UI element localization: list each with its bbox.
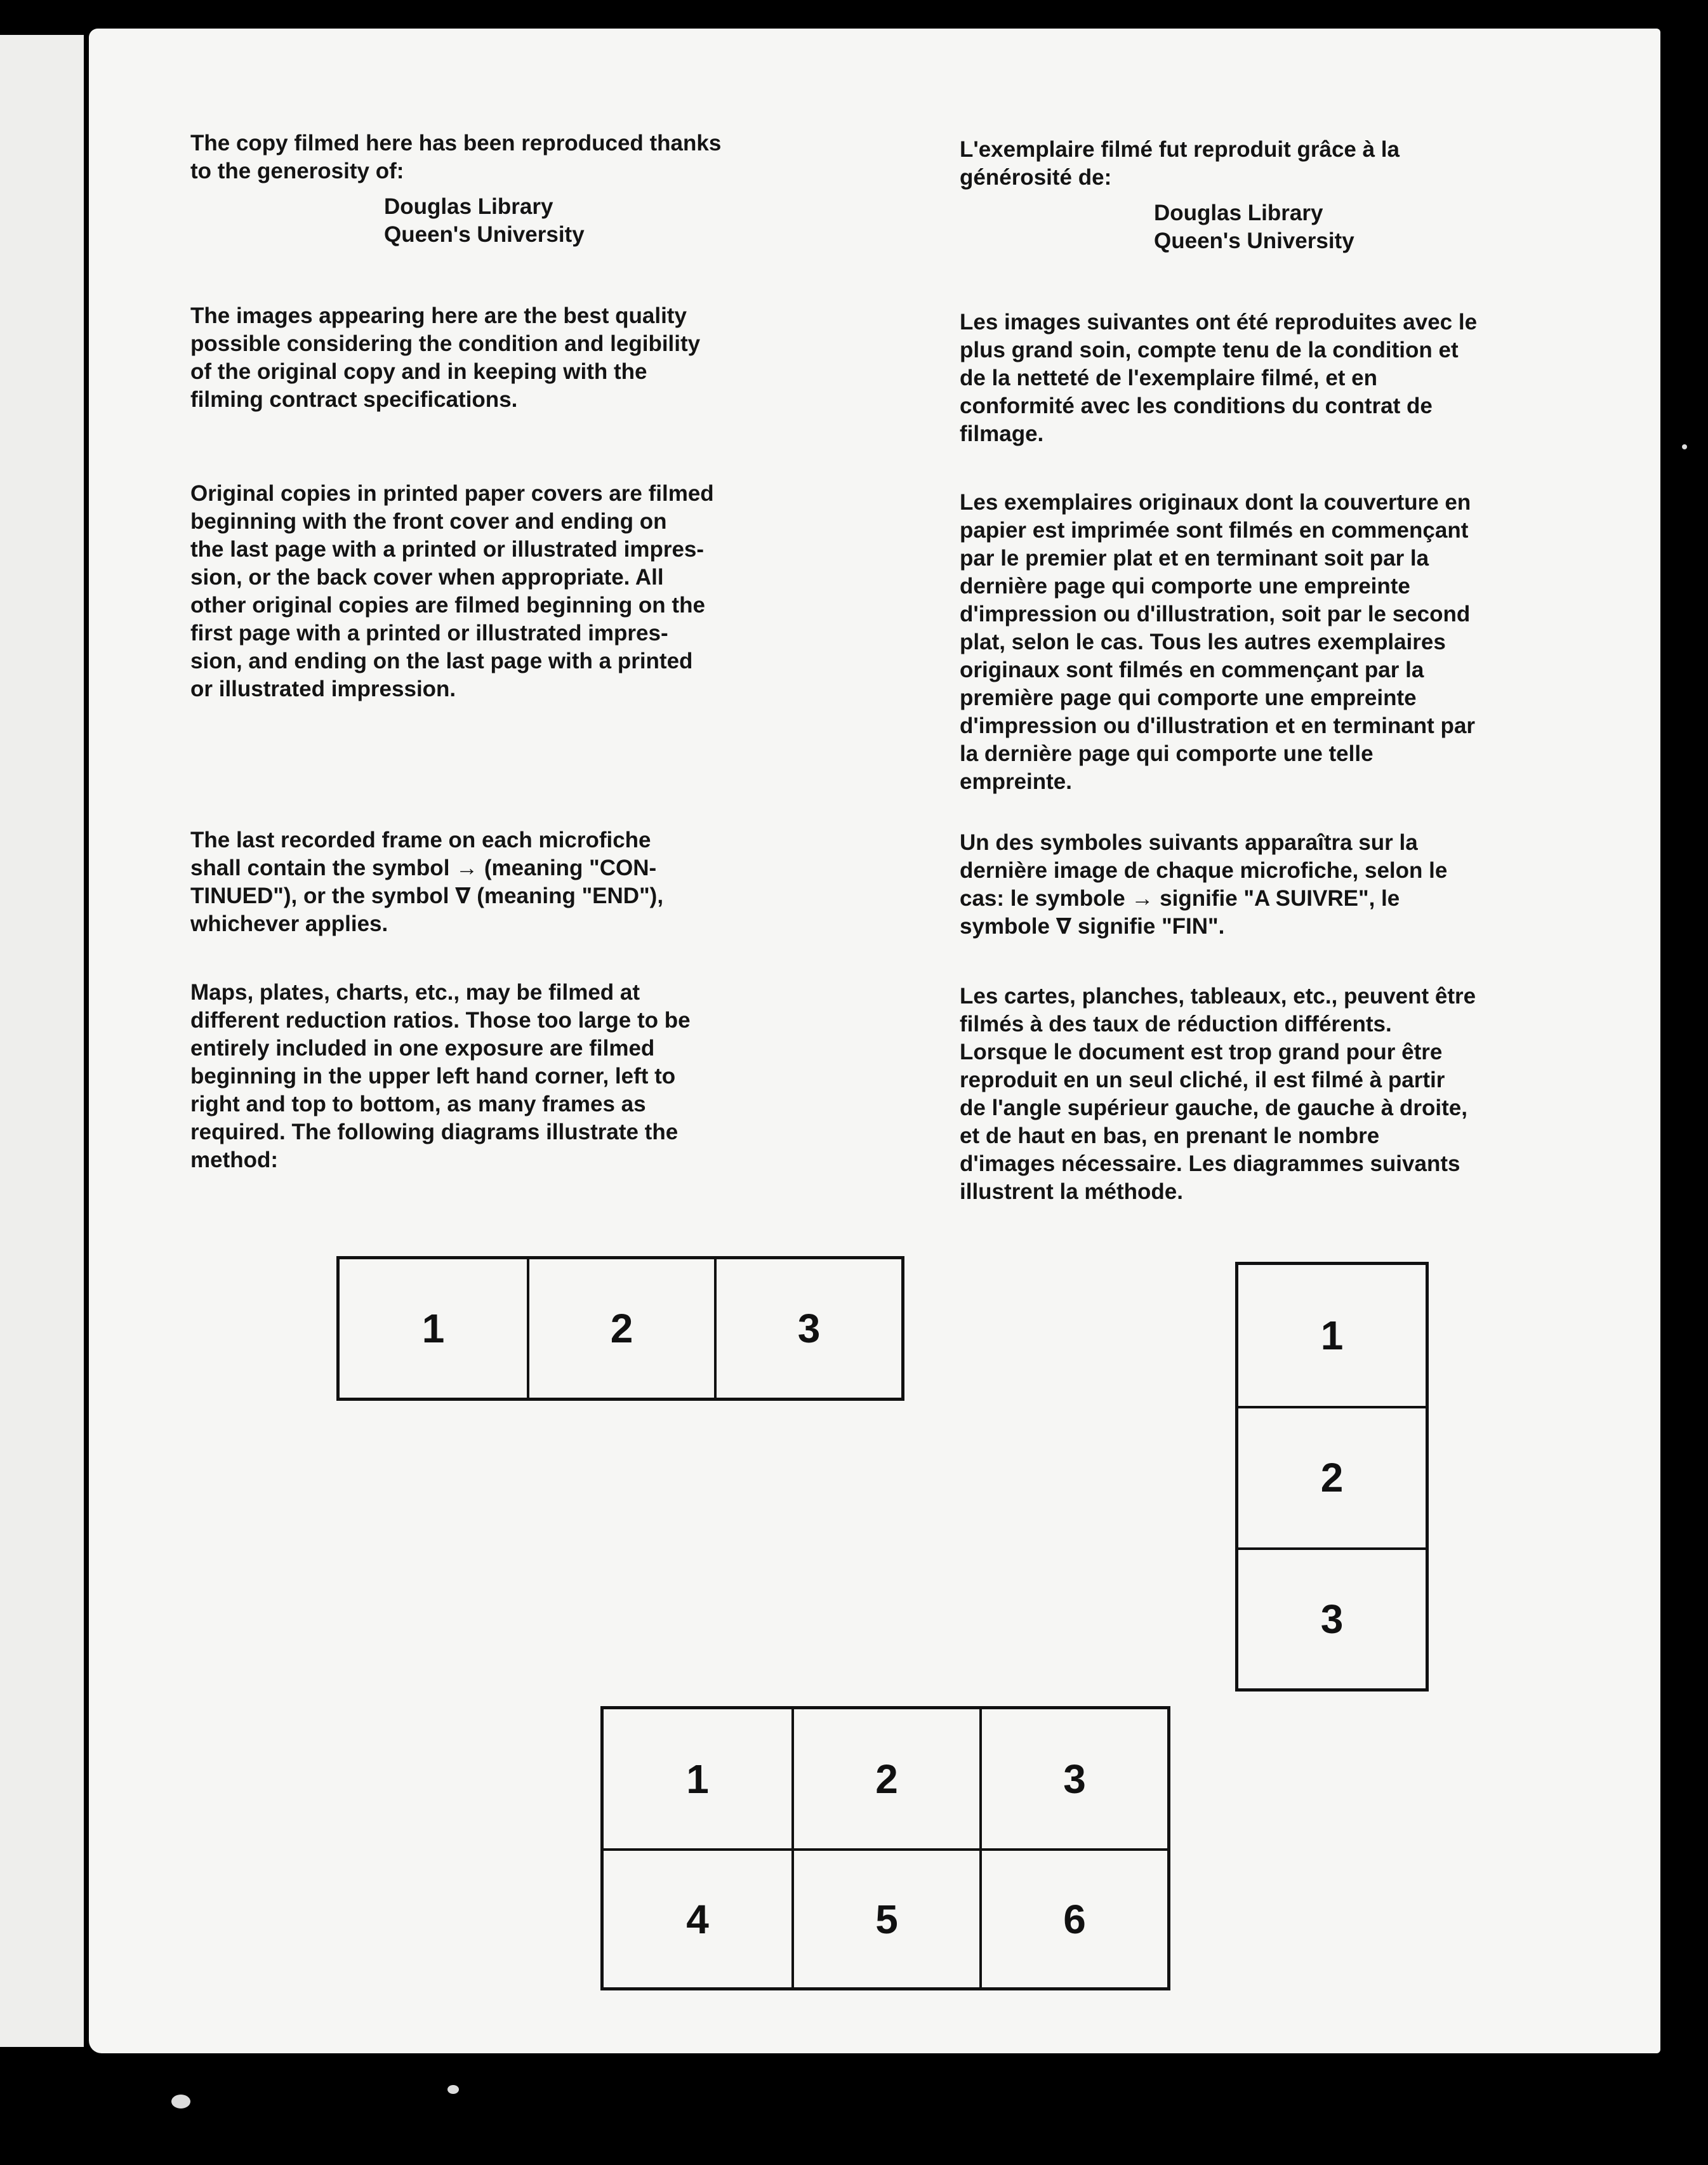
text-line: dernière image de chaque microfiche, selon le	[960, 858, 1448, 883]
text-line: sion, or the back cover when appropriate. All	[190, 565, 664, 590]
text-line: Les images suivantes ont été reproduites avec le	[960, 310, 1478, 334]
frame-number: 3	[714, 1259, 901, 1398]
text-line: entirely included in one exposure are filmed	[190, 1036, 655, 1061]
english-originals-paragraph	[190, 480, 838, 703]
text-line: cas: le symbole → signifie "A SUIVRE", le	[960, 886, 1400, 911]
text-line: de la netteté de l'exemplaire filmé, et en	[960, 366, 1378, 390]
text-line: Maps, plates, charts, etc., may be filmed at	[190, 980, 640, 1005]
text-line: different reduction ratios. Those too large to be	[190, 1008, 691, 1033]
frame-number: 3	[1238, 1547, 1426, 1688]
text-line: d'impression ou d'illustration, soit par le second	[960, 602, 1471, 626]
text-line: symbole ∇ signifie "FIN".	[960, 914, 1225, 939]
french-thanks-line: générosité de:	[960, 165, 1112, 190]
text-line: filmés à des taux de réduction différents.	[960, 1012, 1392, 1036]
frame-number: 1	[1320, 1313, 1344, 1359]
text-line: dernière page qui comporte une empreinte	[960, 574, 1410, 599]
text-line: whichever applies.	[190, 911, 388, 936]
film-speck	[1682, 444, 1687, 449]
text-line: et de haut en bas, en prenant le nombre	[960, 1123, 1380, 1148]
english-acknowledgement	[190, 129, 838, 249]
text-line: Un des symboles suivants apparaîtra sur la	[960, 830, 1418, 855]
text-line: possible considering the condition and legibility	[190, 331, 701, 356]
text-line: other original copies are filmed beginning on the	[190, 593, 705, 618]
text-line: method:	[190, 1148, 279, 1172]
frame-number: 6	[979, 1848, 1167, 1987]
text-line: beginning with the front cover and ending on	[190, 509, 667, 534]
frame-number: 2	[527, 1259, 714, 1398]
text-line: Original copies in printed paper covers are filmed	[190, 481, 714, 506]
text-line: shall contain the symbol → (meaning "CON-	[190, 856, 657, 880]
text-line: par le premier plat et en terminant soit par la	[960, 546, 1429, 571]
text-line: The last recorded frame on each microfiche	[190, 828, 651, 852]
english-quality-paragraph	[190, 302, 838, 414]
text-line: reproduit en un seul cliché, il est filmé à partir	[960, 1068, 1445, 1092]
text-line: la dernière page qui comporte une telle	[960, 741, 1374, 766]
vertical-frames-diagram	[1235, 1262, 1429, 1692]
french-originals-paragraph	[960, 489, 1594, 796]
english-thanks-line: The copy filmed here has been reproduced thanks	[190, 131, 722, 156]
french-university-name: Queen's University	[1154, 228, 1354, 253]
french-maps-paragraph	[960, 983, 1594, 1206]
text-line: empreinte.	[960, 769, 1072, 794]
text-line: plat, selon le cas. Tous les autres exemplaires	[960, 630, 1446, 654]
french-symbols-paragraph	[960, 829, 1594, 941]
film-speck	[171, 2095, 190, 2109]
grid-frames-diagram	[600, 1706, 1170, 1990]
text-line: sion, and ending on the last page with a printed	[190, 649, 693, 673]
frame-number: 3	[979, 1709, 1167, 1848]
text-line: Les exemplaires originaux dont la couverture en	[960, 490, 1471, 515]
text-line: plus grand soin, compte tenu de la condition et	[960, 338, 1459, 362]
adjacent-page-edge	[0, 35, 84, 2047]
english-maps-paragraph	[190, 979, 838, 1174]
text-line: or illustrated impression.	[190, 677, 456, 701]
text-line: papier est imprimée sont filmés en commençant	[960, 518, 1469, 543]
text-line: the last page with a printed or illustrated impres-	[190, 537, 705, 562]
text-line: TINUED"), or the symbol ∇ (meaning "END"),	[190, 884, 664, 908]
text-line: filmage.	[960, 421, 1044, 446]
text-line: beginning in the upper left hand corner, left to	[190, 1064, 676, 1089]
french-quality-paragraph	[960, 308, 1594, 448]
text-line: première page qui comporte une empreinte	[960, 685, 1417, 710]
frame-number: 2	[1238, 1406, 1426, 1547]
frame-number: 5	[791, 1848, 979, 1987]
text-line: Lorsque le document est trop grand pour être	[960, 1040, 1443, 1064]
text-line: right and top to bottom, as many frames as	[190, 1092, 646, 1116]
frame-number: 2	[791, 1709, 979, 1848]
english-university-name: Queen's University	[384, 222, 585, 247]
text-line: The images appearing here are the best quality	[190, 303, 687, 328]
french-thanks-line: L'exemplaire filmé fut reproduit grâce à la	[960, 137, 1400, 162]
text-line: illustrent la méthode.	[960, 1179, 1183, 1204]
english-thanks-line: to the generosity of:	[190, 159, 404, 183]
text-line: d'impression ou d'illustration et en terminant par	[960, 713, 1476, 738]
frame-number: 1	[421, 1306, 445, 1351]
english-symbols-paragraph	[190, 826, 838, 938]
english-library-name: Douglas Library	[384, 194, 553, 219]
text-line: filming contract specifications.	[190, 387, 518, 412]
frame-number: 4	[604, 1848, 791, 1987]
french-acknowledgement	[960, 136, 1594, 255]
text-line: of the original copy and in keeping with the	[190, 359, 647, 384]
frame-number: 1	[686, 1756, 709, 1802]
text-line: de l'angle supérieur gauche, de gauche à droite,	[960, 1096, 1467, 1120]
text-line: first page with a printed or illustrated impres-	[190, 621, 668, 646]
text-line: required. The following diagrams illustrate the	[190, 1120, 679, 1144]
text-line: d'images nécessaire. Les diagrammes suivants	[960, 1151, 1460, 1176]
french-library-name: Douglas Library	[1154, 201, 1323, 225]
text-line: originaux sont filmés en commençant par la	[960, 658, 1424, 682]
text-line: conformité avec les conditions du contrat de	[960, 394, 1433, 418]
film-speck	[447, 2085, 459, 2094]
text-line: Les cartes, planches, tableaux, etc., peuvent être	[960, 984, 1476, 1009]
horizontal-frames-diagram	[336, 1256, 904, 1401]
